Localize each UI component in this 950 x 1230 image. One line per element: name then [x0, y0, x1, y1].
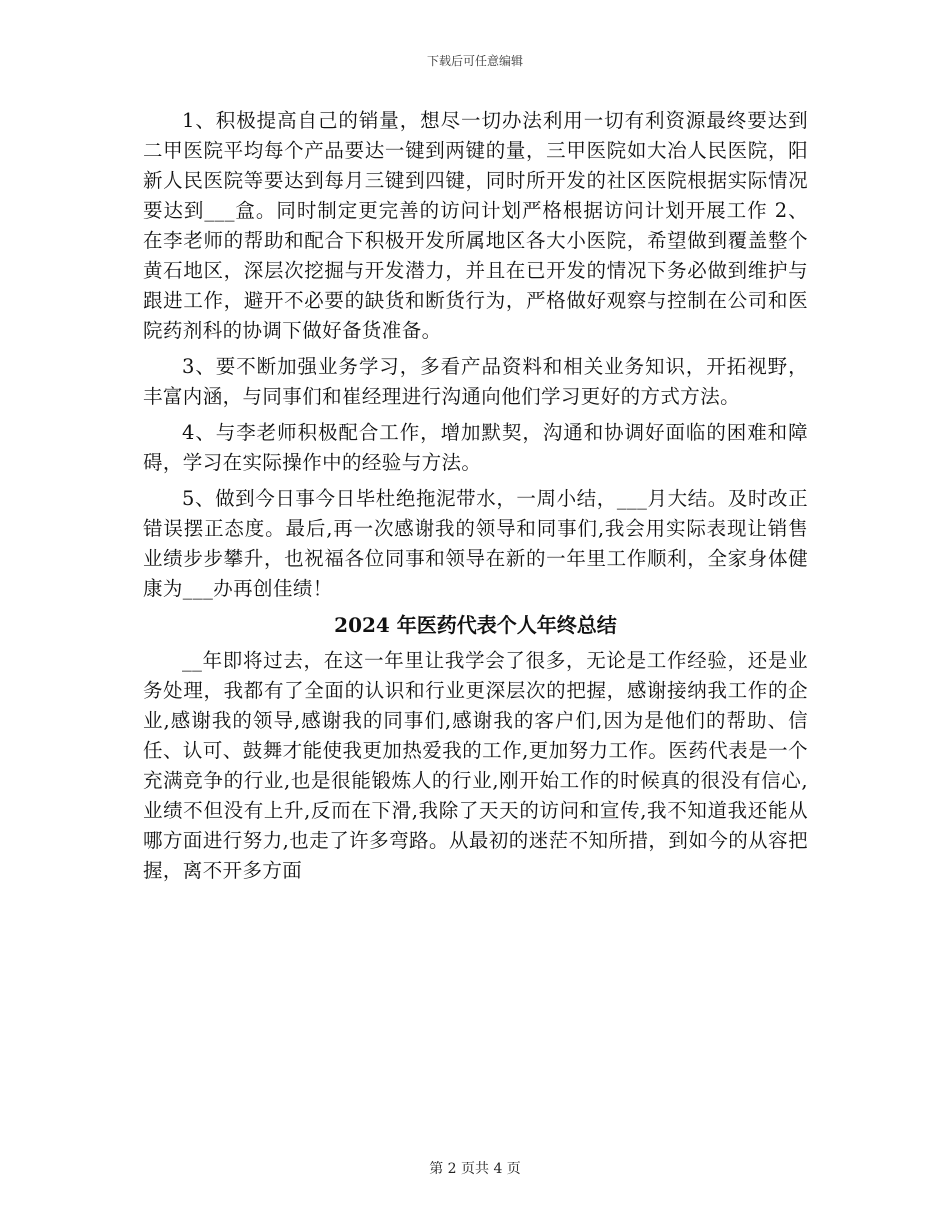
paragraph-5: 5、做到今日事今日毕杜绝拖泥带水，一周小结，___月大结。及时改正错误摆正态度。最后,再一次感谢我的领导和同事们,我会用实际表现让销售业绩步步攀升，也祝福各位同事和领导在新的一年里工作顺利，全家身体健康为___办再创佳绩！ [143, 487, 808, 600]
section-title: 2024 年医药代表个人年终总结 [334, 613, 617, 637]
paragraph-4: 4、与李老师积极配合工作，增加默契，沟通和协调好面临的困难和障碍，学习在实际操作中的经验与方法。 [143, 421, 808, 474]
page-header: 下载后可任意编辑 [426, 54, 523, 68]
paragraph-3: 3、要不断加强业务学习，多看产品资料和相关业务知识，开拓视野，丰富内涵，与同事们和崔经理进行沟通向他们学习更好的方式方法。 [143, 355, 808, 408]
document-body [143, 106, 808, 892]
page-footer: 第 2 页共 4 页 [429, 1161, 521, 1177]
paragraph-1: 1、积极提高自己的销量，想尽一切办法利用一切有利资源最终要达到二甲医院平均每个产品要达一键到两键的量，三甲医院如大冶人民医院，阳新人民医院等要达到每月三键到四键，同时所开发的社区医院根据实际情况要达到___盒。同时制定更完善的访问计划严格根据访问计划开展工作 2、在李老师的帮助和配合下积极开发所属地区各大小医院，希望做到覆盖整个黄石地区，深层次挖掘与开发潜力，并且在已开发的情况下务必做到维护与跟进工作，避开不必要的缺货和断货行为，严格做好观察与控制在公司和医院药剂科的协调下做好备货准备。 [143, 109, 808, 342]
section-paragraph-1: __年即将过去，在这一年里让我学会了很多，无论是工作经验，还是业务处理，我都有了全面的认识和行业更深层次的把握，感谢接纳我工作的企业,感谢我的领导,感谢我的同事们,感谢我的客户们,因为是他们的帮助、信任、认可、鼓舞才能使我更加热爱我的工作,更加努力工作。医药代表是一个充满竞争的行业,也是很能锻炼人的行业,刚开始工作的时候真的很没有信心,业绩不但没有上升,反而在下滑,我除了天天的访问和宣传,我不知道我还能从哪方面进行努力,也走了许多弯路。从最初的迷茫不知所措，到如今的从容把握，离不开多方面 [143, 649, 808, 882]
